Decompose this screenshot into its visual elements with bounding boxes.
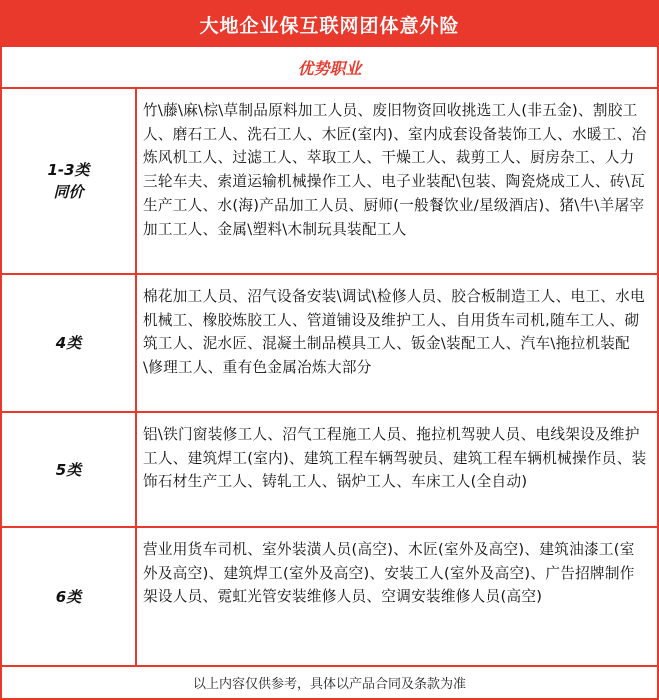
occupation-list: 铝\铁门窗装修工人、沼气工程施工人员、拖拉机驾驶人员、电线架设及维护工人、建筑焊工(室内)、建筑工程车辆驾驶员、建筑工程车辆机械操作员、装饰石材生产工人、铸轧工人、锅炉工人、车床工人(全自动) bbox=[143, 426, 647, 491]
category-note: 同价 bbox=[53, 183, 84, 201]
category-label: 5类 bbox=[55, 460, 82, 479]
category-cell bbox=[2, 413, 137, 526]
category-label: 4类 bbox=[55, 334, 82, 352]
disclaimer-footer: 以上内容仅供参考，具体以产品合同及条款为准 bbox=[192, 677, 466, 692]
category-cell bbox=[2, 89, 137, 273]
category-cell bbox=[2, 528, 137, 665]
occupation-list: 营业用货车司机、室外装潢人员(高空)、木匠(室外及高空)、建筑油漆工(室外及高空)、建筑焊工(室外及高空)、安装工人(室外及高空)、广告招牌制作架设人员、霓虹光管安装维修人员、空调安装维修人员(高空) bbox=[143, 541, 635, 606]
occupation-list: 棉花加工人员、沼气设备安装\调试\检修人员、胶合板制造工人、电工、水电机械工、橡胶炼胶工人、管道铺设及维护工人、自用货车司机,随车工人、砌筑工人、泥水匠、混凝土制品模具工人、钣金\装配工人、汽车\拖拉机装配\修理工人、重有色金属冶炼大部分 bbox=[143, 288, 645, 377]
table-row-class-5 bbox=[2, 413, 657, 528]
category-label: 1-3类 bbox=[47, 161, 90, 179]
category-label: 6类 bbox=[55, 587, 82, 606]
table-row-class-1-3 bbox=[2, 89, 657, 275]
section-subtitle: 优势职业 bbox=[2, 47, 657, 89]
category-cell bbox=[2, 275, 137, 411]
table-row-class-4 bbox=[2, 275, 657, 413]
occupation-list: 竹\藤\麻\棕\草制品原料加工人员、废旧物资回收挑选工人(非五金)、割胶工人、磨石工人、洗石工人、木匠(室内)、室内成套设备装饰工人、水暖工、冶炼风机工人、过滤工人、萃取工人、干燥工人、裁剪工人、厨房杂工、人力三轮车夫、索道运输机械操作工人、电子业装配\包装、陶瓷烧成工人、砖\瓦生产工人、水(海)产品加工人员、厨师(一般餐饮业/星级酒店)、猪\牛\羊屠宰加工工人、金属\塑料\木制玩具装配工人 bbox=[143, 102, 647, 238]
table-row-class-6 bbox=[2, 528, 657, 667]
page-title: 大地企业保互联网团体意外险 bbox=[2, 2, 657, 47]
